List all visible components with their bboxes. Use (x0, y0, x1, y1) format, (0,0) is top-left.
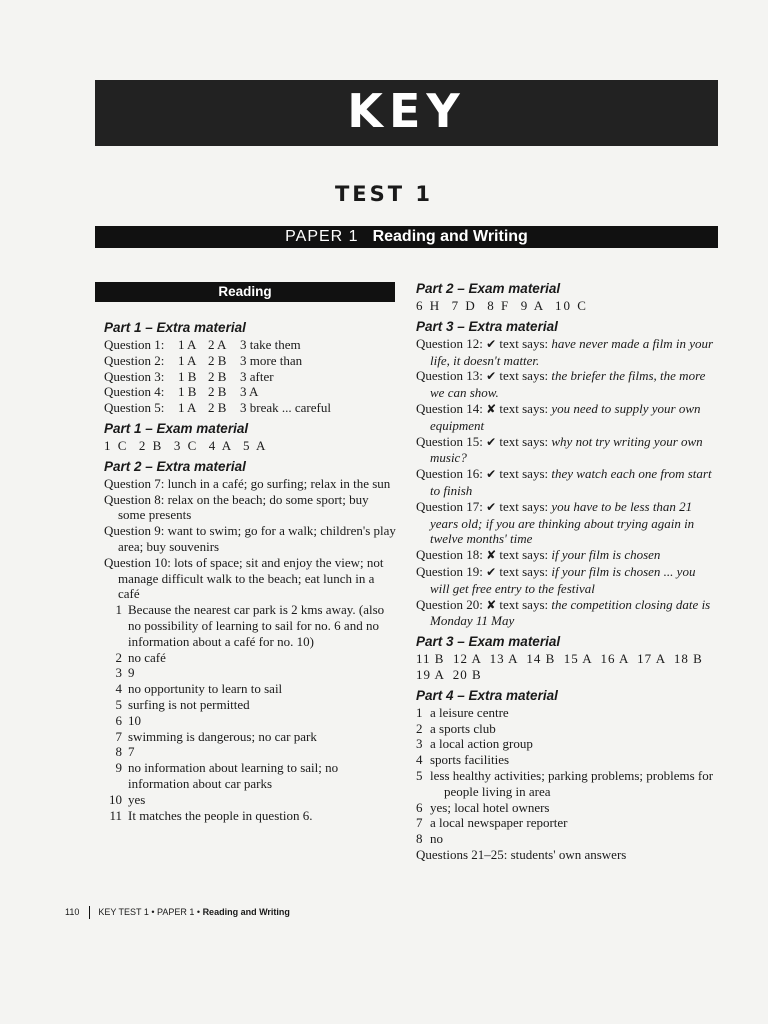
part2-exam-heading: Part 2 – Exam material (416, 281, 561, 296)
list-item (104, 808, 396, 824)
answer-3: 3 more than (240, 352, 303, 368)
quote-text: you need to supply your own equipment (430, 400, 701, 433)
question-answer: relax on the beach; do some sport; buy some presents (118, 491, 369, 523)
question-entry (416, 597, 716, 630)
item-number: 4 (416, 752, 423, 768)
part1-extra-list (104, 337, 396, 416)
list-item (416, 768, 716, 800)
item-text: surfing is not permitted (128, 696, 250, 712)
paper-number: PAPER 1 (285, 228, 359, 245)
paper-header-bar (95, 226, 718, 248)
cross-icon: ✘ (486, 548, 497, 563)
answer-2: 2 B (208, 384, 227, 400)
text-says-label: text says: (499, 596, 549, 612)
question-entry (416, 336, 716, 369)
cross-icon: ✘ (486, 597, 497, 612)
key-title: KEY (347, 84, 466, 138)
question-label: Question 17: (416, 498, 483, 514)
page-footer (65, 906, 290, 919)
item-number: 3 (416, 736, 423, 752)
answer-1: 1 A (178, 400, 197, 416)
quote-text: they watch each one from start to finish (430, 466, 712, 498)
question-label: Question 5: (104, 400, 165, 416)
footer-text: KEY TEST 1 • PAPER 1 • (98, 906, 201, 917)
question-entry (104, 555, 396, 602)
text-says-label: text says: (499, 368, 549, 384)
item-number: 1 (416, 704, 423, 720)
list-item (104, 697, 396, 713)
paper-title: Reading and Writing (372, 228, 528, 245)
item-number: 2 (115, 649, 122, 665)
item-text: 7 (128, 744, 135, 760)
item-number: 7 (115, 728, 122, 744)
question-row (104, 337, 396, 353)
question-label: Question 16: (416, 466, 483, 482)
check-icon: ✔ (486, 467, 497, 482)
answer-1: 1 B (178, 384, 197, 400)
question-entry (416, 547, 716, 564)
item-text: yes (128, 791, 146, 807)
answer-1: 1 B (178, 368, 197, 384)
part3-extra-questions (416, 336, 716, 629)
check-icon: ✔ (486, 369, 497, 384)
page-number: 110 (65, 906, 80, 917)
list-item (104, 650, 396, 666)
answer-3: 3 A (240, 384, 259, 400)
answer-3: 3 after (240, 368, 274, 384)
item-text: a leisure centre (430, 704, 509, 720)
list-item (416, 800, 716, 816)
footer-divider (89, 906, 90, 919)
text-says-label: text says: (499, 547, 549, 563)
question-label: Question 3: (104, 368, 165, 384)
item-text: sports facilities (430, 752, 510, 768)
item-number: 8 (416, 831, 423, 847)
question-label: Question 18: (416, 547, 483, 563)
item-number: 7 (416, 815, 423, 831)
part4-extra-heading: Part 4 – Extra material (416, 687, 558, 703)
item-number: 2 (416, 720, 423, 736)
answer-2: 2 A (208, 337, 227, 352)
list-item (416, 705, 716, 721)
part4-questions-text: students' own answers (510, 846, 627, 862)
part1-exam-heading: Part 1 – Exam material (104, 420, 249, 436)
list-item (104, 681, 396, 697)
item-text: a local action group (430, 736, 533, 752)
question-label: Question 1: (104, 337, 165, 352)
item-number: 5 (416, 767, 423, 783)
item-text: no café (128, 649, 166, 665)
item-number: 11 (109, 807, 122, 823)
item-number: 3 (115, 665, 122, 681)
list-item (104, 792, 396, 808)
question-row (104, 353, 396, 369)
text-says-label: text says: (499, 466, 549, 482)
item-text: a local newspaper reporter (430, 815, 568, 831)
text-says-label: text says: (499, 335, 549, 351)
item-text: no (430, 831, 443, 847)
list-item (104, 713, 396, 729)
question-label: Question 4: (104, 384, 165, 400)
list-item (416, 831, 716, 847)
list-item (416, 815, 716, 831)
question-entry (104, 523, 396, 555)
question-entry (416, 401, 716, 434)
item-text: Because the nearest car park is 2 kms away. (also no possibility of learning to sail for no. 6 and no information about a café for no. 10) (128, 602, 385, 649)
text-says-label: text says: (499, 563, 549, 579)
text-says-label: text says: (499, 400, 549, 416)
part3-exam-heading: Part 3 – Exam material (416, 634, 561, 650)
quote-text: have never made a film in your life, it doesn't matter. (430, 335, 714, 368)
item-number: 8 (115, 744, 122, 760)
list-item (104, 744, 396, 760)
answer-1: 1 A (178, 337, 197, 352)
answer-3: 3 break ... careful (240, 400, 331, 416)
question-row (104, 384, 396, 400)
item-text: 9 (128, 665, 135, 681)
key-banner (95, 80, 718, 146)
question-entry (416, 466, 716, 499)
part2-exam-answers: 6 H 7 D 8 F 9 A 10 C (416, 298, 588, 313)
quote-text: the briefer the films, the more we can show. (430, 368, 706, 401)
item-number: 10 (109, 791, 122, 807)
quote-text: if your film is chosen (551, 547, 661, 563)
question-answer: lunch in a café; go surfing; relax in the sun (167, 475, 391, 491)
item-number: 6 (416, 799, 423, 815)
item-number: 5 (115, 696, 122, 712)
list-item (416, 752, 716, 768)
check-icon: ✔ (486, 434, 497, 449)
question-label: Question 7: (104, 475, 165, 491)
list-item (104, 665, 396, 681)
question-label: Question 13: (416, 368, 483, 384)
quote-text: why not try writing your own music? (430, 433, 703, 466)
text-says-label: text says: (499, 498, 549, 514)
text-says-label: text says: (499, 433, 549, 449)
part3-extra-heading: Part 3 – Extra material (416, 318, 558, 334)
question-entry (416, 499, 716, 547)
reading-section-bar: Reading (95, 282, 395, 302)
question-label: Question 14: (416, 400, 483, 416)
answer-3: 3 take them (240, 337, 301, 352)
answer-2: 2 B (208, 352, 227, 368)
question-row (104, 400, 396, 416)
part4-questions-label: Questions 21–25: (416, 846, 508, 862)
question-label: Question 2: (104, 352, 165, 368)
quote-text: you have to be less than 21 years old; if you are thinking about trying again in twelve months' time (430, 498, 695, 547)
question-row (104, 369, 396, 385)
question-entry (104, 476, 396, 492)
part2-extra-heading: Part 2 – Extra material (104, 458, 246, 474)
part3-exam-answers: 11 B 12 A 13 A 14 B 15 A 16 A 17 A 18 B 19 A 20 B (416, 651, 712, 682)
item-number: 1 (115, 602, 122, 618)
check-icon: ✔ (486, 499, 497, 514)
answer-2: 2 B (208, 400, 227, 416)
item-number: 6 (115, 712, 122, 728)
question-answer: lots of space; sit and enjoy the view; not manage difficult walk to the beach; eat lunch in a café (118, 554, 384, 602)
item-text: swimming is dangerous; no car park (128, 728, 317, 744)
item-number: 9 (115, 760, 122, 776)
question-label: Question 19: (416, 563, 483, 579)
question-entry (104, 492, 396, 524)
answer-1: 1 A (178, 352, 197, 368)
part2-extra-questions (104, 476, 396, 602)
list-item (416, 736, 716, 752)
question-entry (416, 564, 716, 597)
answer-2: 2 B (208, 368, 227, 384)
part2-extra-items (104, 602, 396, 823)
question-entry (416, 434, 716, 467)
test-title: TEST 1 (334, 182, 434, 206)
left-column (104, 319, 396, 823)
item-text: 10 (128, 712, 141, 728)
question-label: Question 10: (104, 554, 171, 570)
item-number: 4 (115, 681, 122, 697)
question-label: Question 12: (416, 335, 483, 351)
item-text: no information about learning to sail; no information about car parks (128, 760, 339, 791)
part1-exam-answers: 1 C 2 B 3 C 4 A 5 A (104, 437, 268, 453)
list-item (104, 729, 396, 745)
list-item (104, 760, 396, 792)
item-text: a sports club (430, 720, 496, 736)
list-item (104, 602, 396, 649)
item-text: no opportunity to learn to sail (128, 681, 283, 697)
right-column (416, 280, 716, 863)
question-entry (416, 368, 716, 401)
item-text: yes; local hotel owners (430, 799, 550, 815)
cross-icon: ✘ (486, 401, 497, 416)
question-label: Question 20: (416, 596, 483, 612)
question-label: Question 9: (104, 523, 165, 539)
check-icon: ✔ (486, 564, 497, 579)
question-label: Question 8: (104, 491, 165, 507)
part4-extra-items (416, 705, 716, 847)
quote-text: if your film is chosen ... you will get free entry to the festival (430, 563, 696, 596)
quote-text: the competition closing date is Monday 11 May (430, 596, 711, 629)
list-item (416, 721, 716, 737)
part4-questions-line (416, 847, 716, 863)
question-label: Question 15: (416, 433, 483, 449)
item-text: It matches the people in question 6. (128, 807, 313, 823)
item-text: less healthy activities; parking problems; problems for people living in area (430, 767, 714, 799)
check-icon: ✔ (486, 336, 497, 351)
question-answer: want to swim; go for a walk; children's play area; buy souvenirs (118, 523, 396, 554)
footer-bold-text: Reading and Writing (202, 906, 290, 917)
part1-extra-heading: Part 1 – Extra material (104, 320, 246, 335)
